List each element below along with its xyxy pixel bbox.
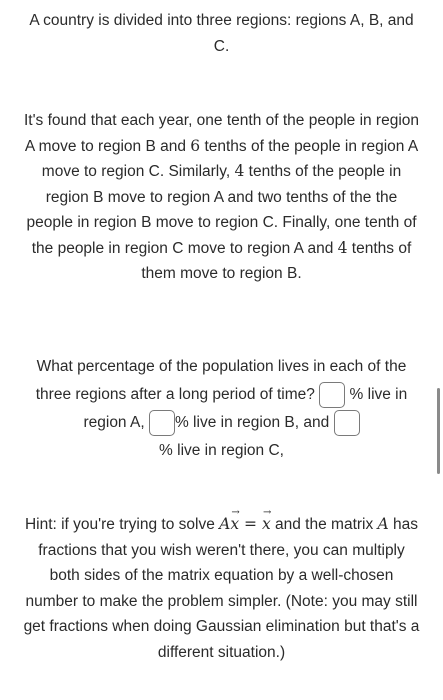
math-equals: =: [239, 515, 262, 533]
math-vector-x: → x: [230, 512, 239, 538]
intro-text: A country is divided into three regions: regions A, B, and C.: [29, 12, 414, 55]
description-text-1: It's found that each year, one tenth of the people in region A move to region B and: [23, 112, 420, 155]
number-6: 6: [190, 136, 201, 155]
description-text-3: tenths of the people in region B move to region A and two tenths of the the people in region B move to region C. Finally, one tenth of the people in region C move to region A and: [26, 163, 417, 257]
hint-text-3: has fractions that you wish weren't there, you can multiply both sides of the matrix equation by a well-chosen number to make the problem simpler. (Note: you may still get fractions when doing Gaussian elimination but that's a different situation.): [23, 516, 420, 661]
math-vector-x-rhs: → x: [262, 512, 271, 538]
hint-text-2: and the matrix: [270, 516, 378, 533]
scrollbar-thumb[interactable]: [437, 388, 440, 474]
answer-box-region-a[interactable]: [319, 382, 345, 408]
math-matrix-a: A: [219, 515, 231, 533]
question-text: What percentage of the population lives in each of the three regions after a long period of time?: [35, 358, 407, 403]
region-b-label: % live in region B, and: [174, 414, 330, 431]
answer-box-region-b[interactable]: [149, 410, 175, 436]
intro-paragraph: [22, 8, 421, 59]
description-paragraph: [22, 108, 421, 287]
number-4-first: 4: [234, 162, 245, 180]
math-matrix-a-2: A: [377, 515, 389, 533]
region-c-label: % live in region C,: [159, 442, 284, 459]
region-a-label: % live in region A,: [83, 386, 408, 431]
number-4-second: 4: [337, 238, 348, 257]
hint-paragraph: [22, 512, 421, 665]
description-text-4: tenths of them move to region B.: [141, 239, 412, 282]
question-paragraph: [22, 353, 421, 465]
answer-box-region-c[interactable]: [334, 410, 360, 436]
hint-text-1: Hint: if you're trying to solve: [24, 516, 220, 533]
description-text-2: tenths of the people in region A move to region C. Similarly,: [41, 137, 419, 180]
